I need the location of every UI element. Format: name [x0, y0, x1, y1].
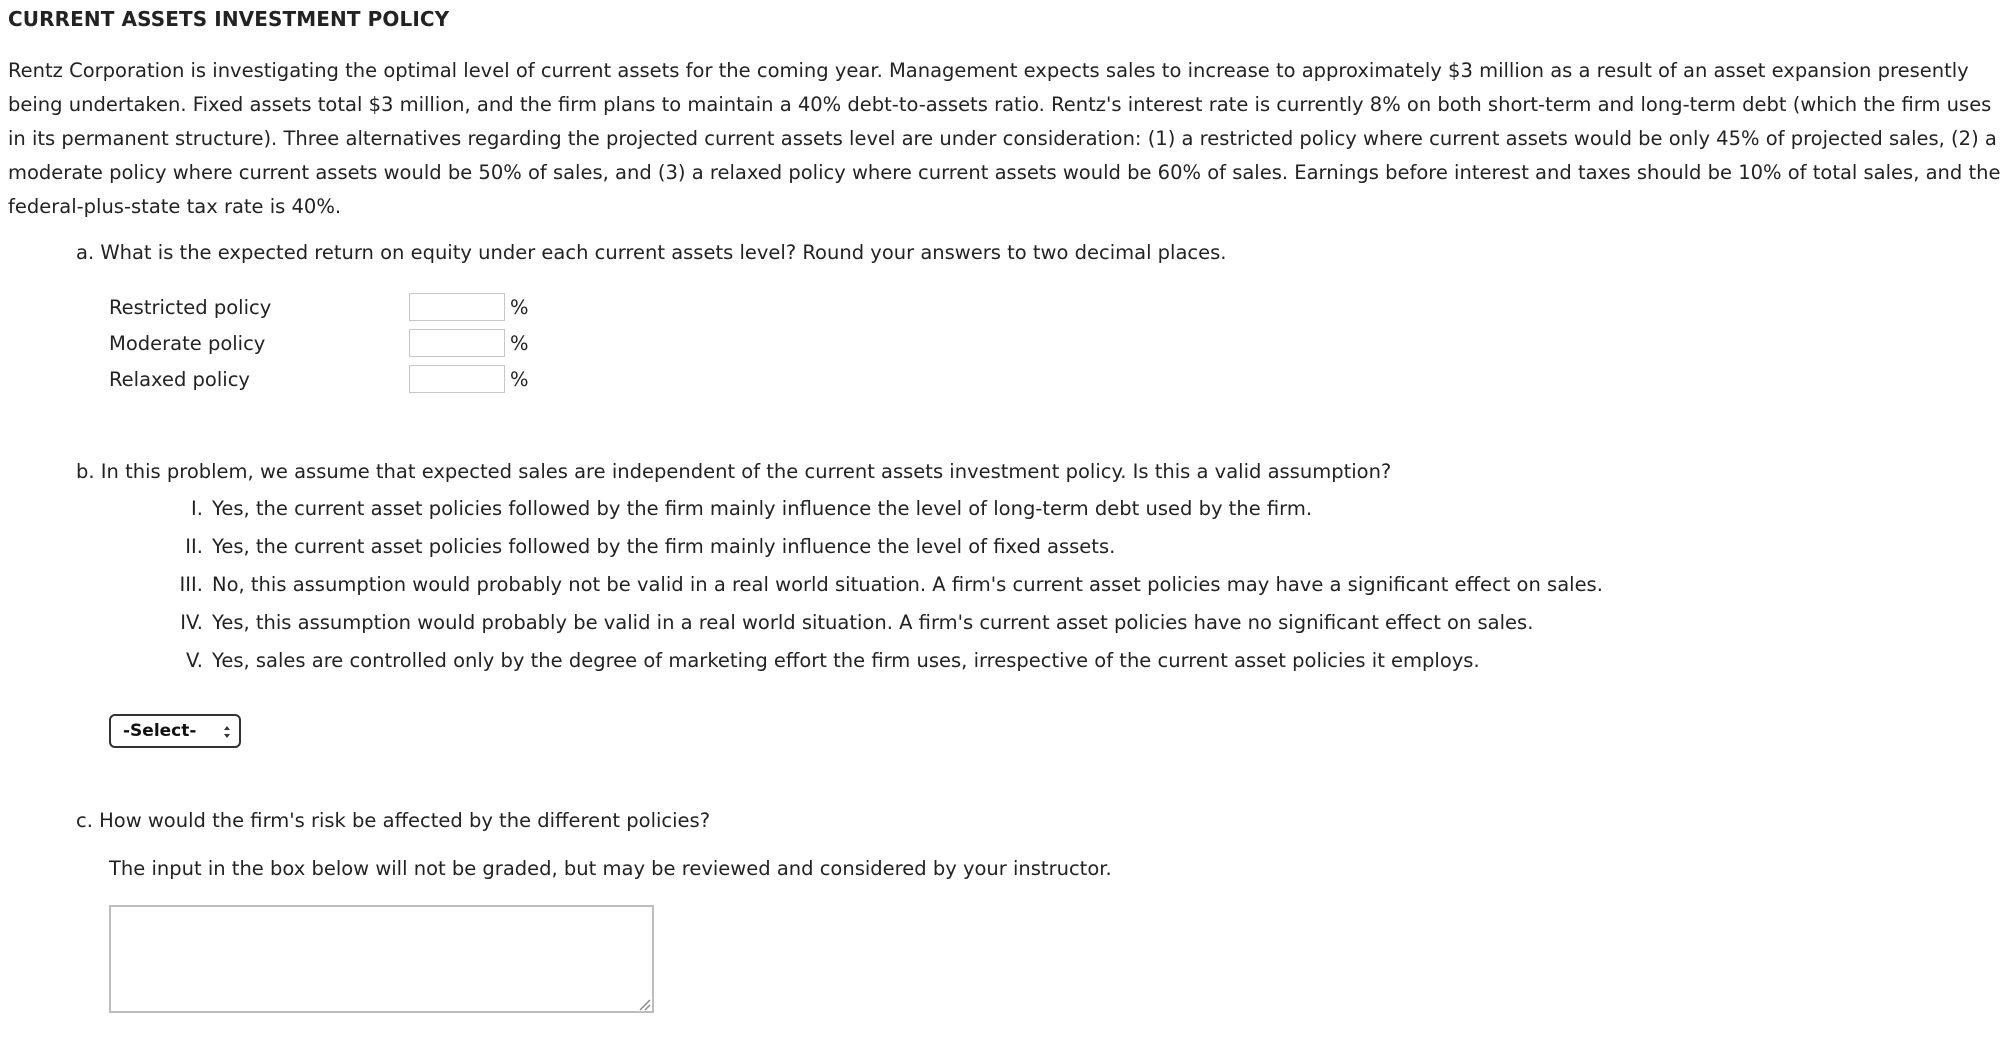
restricted-policy-input[interactable] — [409, 293, 505, 321]
moderate-policy-label: Moderate policy — [109, 332, 266, 355]
risk-response-textarea[interactable] — [109, 905, 654, 1013]
option-numeral: V. — [185, 649, 203, 672]
part-c-note: The input in the box below will not be graded, but may be reviewed and considered by your instructor. — [109, 857, 1112, 880]
moderate-policy-input[interactable] — [409, 329, 505, 357]
problem-intro: Rentz Corporation is investigating the optimal level of current assets for the coming year. Management expects sales to increase to approximately $3 million as a result of an asset expansion presently being undertaken. Fixed assets total $3 million, and the firm plans to maintain a 40% debt-to-assets ratio. Rentz's interest rate is currently 8% on both short-term and long-term debt (which the firm uses in its permanent structure). Three alternatives regarding the projected current assets level are under consideration: (1) a restricted policy where current assets would be only 45% of projected sales, (2) a moderate policy where current assets would be 50% of sales, and (3) a relaxed policy where current assets would be 60% of sales. Earnings before interest and taxes should be 10% of total sales, and the federal-plus-state tax rate is 40%. — [8, 59, 2001, 218]
answer-select-dropdown[interactable] — [109, 714, 241, 748]
option-text: Yes, the current asset policies followed by the firm mainly influence the level of fixed assets. — [212, 535, 1116, 558]
part-c-question: c. How would the firm's risk be affected by the different policies? — [76, 809, 711, 832]
updown-arrows-icon — [223, 724, 231, 740]
percent-unit: % — [510, 296, 529, 319]
part-a-question: a. What is the expected return on equity under each current assets level? Round your answers to two decimal places. — [76, 241, 1227, 264]
option-item — [8, 649, 1908, 687]
percent-unit: % — [510, 368, 529, 391]
option-text: Yes, sales are controlled only by the degree of marketing effort the firm uses, irrespective of the current asset policies it employs. — [212, 649, 1480, 672]
option-numeral: I. — [191, 497, 203, 520]
option-numeral: II. — [185, 535, 203, 558]
part-b-question: b. In this problem, we assume that expected sales are independent of the current assets investment policy. Is this a valid assumption? — [76, 460, 1392, 483]
select-value: -Select- — [123, 721, 197, 741]
option-item — [8, 497, 1908, 535]
percent-unit: % — [510, 332, 529, 355]
option-numeral: IV. — [180, 611, 203, 634]
resize-grip-icon[interactable] — [638, 998, 651, 1011]
page-title: CURRENT ASSETS INVESTMENT POLICY — [8, 7, 450, 31]
option-text: Yes, this assumption would probably be valid in a real world situation. A firm's current asset policies have no significant effect on sales. — [212, 611, 1534, 634]
restricted-policy-label: Restricted policy — [109, 296, 272, 319]
option-numeral: III. — [179, 573, 203, 596]
option-text: Yes, the current asset policies followed by the firm mainly influence the level of long-term debt used by the firm. — [212, 497, 1313, 520]
option-item — [8, 611, 1908, 649]
option-item — [8, 573, 1908, 611]
option-item — [8, 535, 1908, 573]
relaxed-policy-input[interactable] — [409, 365, 505, 393]
relaxed-policy-label: Relaxed policy — [109, 368, 250, 391]
option-text: No, this assumption would probably not be valid in a real world situation. A firm's current asset policies may have a significant effect on sales. — [212, 573, 1603, 596]
part-b-options-list — [8, 497, 1908, 687]
